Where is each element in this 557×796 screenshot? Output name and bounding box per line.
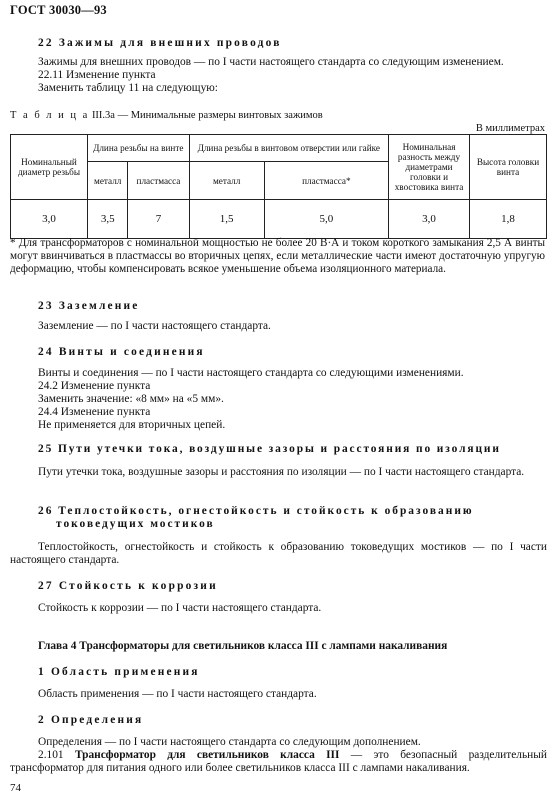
paragraph: Заземление — по I части настоящего стандарта. bbox=[38, 320, 271, 332]
paragraph: Заменить таблицу 11 на следующую: bbox=[38, 82, 218, 94]
section-2-title: 2 Определения bbox=[38, 714, 144, 726]
paragraph: Область применения — по I части настоящего стандарта. bbox=[38, 688, 317, 700]
section-24 bbox=[38, 346, 547, 359]
table-footnote: * Для трансформаторов с номинальной мощностью не более 20 В·А и током короткого замыкания 2,5 А винты могут ввинчиваться в пластмассы во вторичных цепях, если металлические части имеют достаточную упругую деформацию, чтобы компенсировать всякое уменьшение объема изоляционного материала. bbox=[10, 237, 545, 275]
paragraph bbox=[10, 749, 547, 775]
definition-2-101 bbox=[10, 749, 547, 775]
table-cell: 5,0 bbox=[264, 200, 388, 239]
table-caption bbox=[10, 109, 323, 122]
paragraph: Определения — по I части настоящего стандарта со следующим дополнением. bbox=[38, 736, 421, 748]
section-26-body bbox=[10, 541, 547, 567]
paragraph: 22.11 Изменение пункта bbox=[38, 69, 156, 81]
section-1-title: 1 Область применения bbox=[38, 666, 200, 678]
page-number: 74 bbox=[10, 782, 21, 794]
section-24-title: 24 Винты и соединения bbox=[38, 346, 205, 358]
paragraph: Зажимы для внешних проводов — по I части настоящего стандарта со следующим изменением. bbox=[38, 56, 504, 68]
section-27-title: 27 Стойкость к коррозии bbox=[38, 580, 218, 592]
section-2-body bbox=[38, 736, 547, 749]
chapter-4 bbox=[38, 640, 547, 653]
paragraph: Заменить значение: «8 мм» на «5 мм». bbox=[38, 393, 224, 405]
header-head-height: Высота головки винта bbox=[470, 135, 547, 200]
section-24-body bbox=[38, 367, 547, 432]
paragraph: Винты и соединения — по I части настоящего стандарта со следующими изменениями. bbox=[38, 367, 464, 379]
subheader-plastic: пластмасса* bbox=[264, 162, 388, 200]
subheader-metal: металл bbox=[88, 162, 128, 200]
section-2 bbox=[38, 714, 547, 727]
table-row bbox=[11, 200, 547, 239]
header-thread-length: Длина резьбы на винте bbox=[88, 135, 190, 162]
paragraph: 24.2 Изменение пункта bbox=[38, 380, 151, 392]
table-cell: 3,0 bbox=[11, 200, 88, 239]
paragraph: Не применяется для вторичных цепей. bbox=[38, 419, 226, 431]
table-cell: 3,0 bbox=[389, 200, 470, 239]
table-units: В миллиметрах bbox=[475, 123, 545, 134]
section-25-body bbox=[10, 466, 547, 479]
section-26-title: 26 Теплостойкость, огнестойкость и стойкость к образованию bbox=[38, 505, 474, 517]
section-1 bbox=[38, 666, 547, 679]
section-25-title: 25 Пути утечки тока, воздушные зазоры и расстояния по изоляции bbox=[38, 443, 501, 455]
section-1-body bbox=[38, 688, 547, 701]
section-27 bbox=[38, 580, 547, 593]
definition-number: 2.101 bbox=[38, 749, 64, 761]
header-nominal-diameter: Номинальный диаметр резьбы bbox=[11, 135, 88, 200]
table-caption-prefix: Т а б л и ц а bbox=[10, 110, 90, 121]
section-23 bbox=[38, 300, 547, 313]
table-cell: 1,5 bbox=[189, 200, 264, 239]
section-23-body bbox=[38, 320, 547, 333]
paragraph: Стойкость к коррозии — по I части настоящего стандарта. bbox=[38, 602, 322, 614]
paragraph: Пути утечки тока, воздушные зазоры и расстояния по изоляции — по I части настоящего стандарта. bbox=[38, 466, 525, 478]
table-caption-text: III.3а — Минимальные размеры винтовых зажимов bbox=[91, 110, 323, 121]
paragraph: 24.4 Изменение пункта bbox=[38, 406, 151, 418]
definition-term: Трансформатор для светильников класса III bbox=[74, 749, 340, 761]
subheader-metal: металл bbox=[189, 162, 264, 200]
subheader-plastic: пластмасса bbox=[128, 162, 189, 200]
table-cell: 3,5 bbox=[88, 200, 128, 239]
section-22 bbox=[38, 37, 547, 50]
chapter-4-title: Глава 4 Трансформаторы для светильников класса III с лампами накаливания bbox=[38, 640, 448, 652]
section-25 bbox=[38, 443, 547, 456]
section-22-body bbox=[38, 56, 547, 95]
section-26-title-cont: токоведущих мостиков bbox=[56, 518, 215, 530]
section-22-title: 22 Зажимы для внешних проводов bbox=[38, 37, 282, 49]
section-27-body bbox=[38, 602, 547, 615]
header-hole-length: Длина резьбы в винтовом отверстии или гайке bbox=[189, 135, 388, 162]
screw-terminal-table bbox=[10, 134, 547, 239]
paragraph: Теплостойкость, огнестойкость и стойкость к образованию токоведущих мостиков — по I части настоящего стандарта. bbox=[10, 541, 547, 566]
table-cell: 1,8 bbox=[470, 200, 547, 239]
section-26 bbox=[38, 505, 547, 531]
definition-text: — это безопасный разделительный трансформатор для питания одного или более светильников класса III с лампами накаливания. bbox=[10, 749, 547, 774]
header-diameter-difference: Номинальная разность между диаметрами головки и хвостовика винта bbox=[389, 135, 470, 200]
section-23-title: 23 Заземление bbox=[38, 300, 140, 312]
standard-header: ГОСТ 30030—93 bbox=[10, 3, 107, 17]
table-cell: 7 bbox=[128, 200, 189, 239]
